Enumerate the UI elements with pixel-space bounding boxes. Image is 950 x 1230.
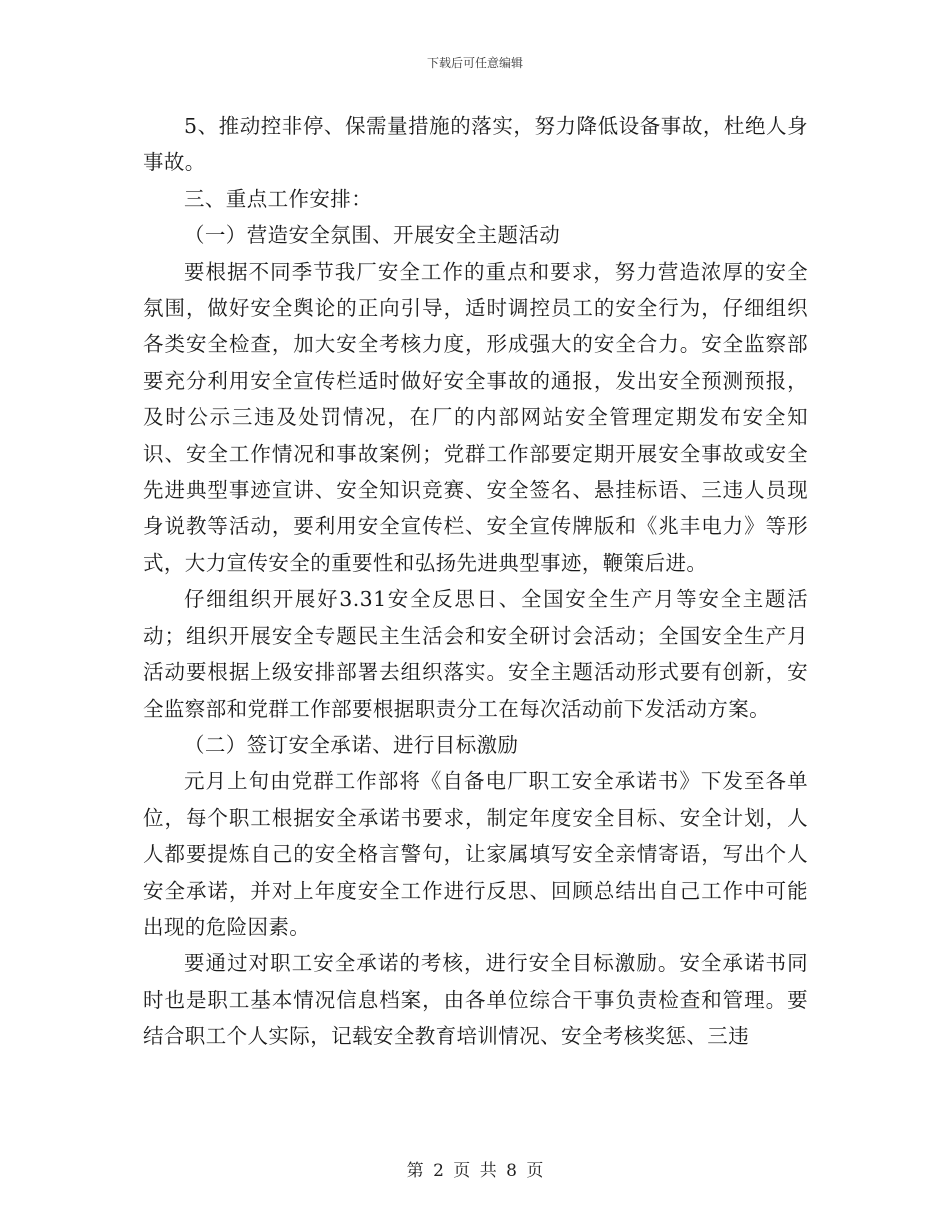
section-heading-key-work: 三、重点工作安排： bbox=[184, 186, 373, 211]
paragraph-item-5: 5、推动控非停、保需量措施的落实，努力降低设备事故，杜绝人身事故。 bbox=[143, 114, 808, 175]
page-header-note: 下载后可任意编辑 bbox=[426, 56, 523, 70]
paragraph-safety-atmosphere: 要根据不同季节我厂安全工作的重点和要求，努力营造浓厚的安全氛围，做好安全舆论的正向引导，适时调控员工的安全行为，仔细组织各类安全检查，加大安全考核力度，形成强大的安全合力。安全监察部要充分利用安全宣传栏适时做好安全事故的通报，发出安全预测预报，及时公示三违及处罚情况，在厂的内部网站安全管理定期发布安全知识、安全工作情况和事故案例；党群工作部要定期开展安全事故或安全先进典型事迹宣讲、安全知识竞赛、安全签名、悬挂标语、三违人员现身说教等活动，要利用安全宣传栏、安全宣传牌版和《兆丰电力》等形式，大力宣传安全的重要性和弘扬先进典型事迹，鞭策后进。 bbox=[143, 259, 808, 575]
subsection-heading-2: （二）签订安全承诺、进行目标激励 bbox=[184, 732, 519, 757]
document-body bbox=[143, 108, 808, 1055]
paragraph-target-incentive: 要通过对职工安全承诺的考核，进行安全目标激励。安全承诺书同时也是职工基本情况信息档案，由各单位综合干事负责检查和管理。要结合职工个人实际，记载安全教育培训情况、安全考核奖惩、三违 bbox=[143, 951, 808, 1049]
paragraph-safety-commitment: 元月上旬由党群工作部将《自备电厂职工安全承诺书》下发至各单位，每个职工根据安全承诺书要求，制定年度安全目标、安全计划，人人都要提炼自己的安全格言警句，让家属填写安全亲情寄语，写出个人安全承诺，并对上年度安全工作进行反思、回顾总结出自己工作中可能出现的危险因素。 bbox=[143, 769, 808, 939]
page-number: 第 2 页 共 8 页 bbox=[406, 1161, 544, 1181]
subsection-heading-1: （一）营造安全氛围、开展安全主题活动 bbox=[184, 223, 561, 248]
paragraph-safety-activities: 仔细组织开展好3.31安全反思日、全国安全生产月等安全主题活动；组织开展安全专题民主生活会和安全研讨会活动；全国安全生产月活动要根据上级安排部署去组织落实。安全主题活动形式要有创新，安全监察部和党群工作部要根据职责分工在每次活动前下发活动方案。 bbox=[143, 587, 808, 721]
